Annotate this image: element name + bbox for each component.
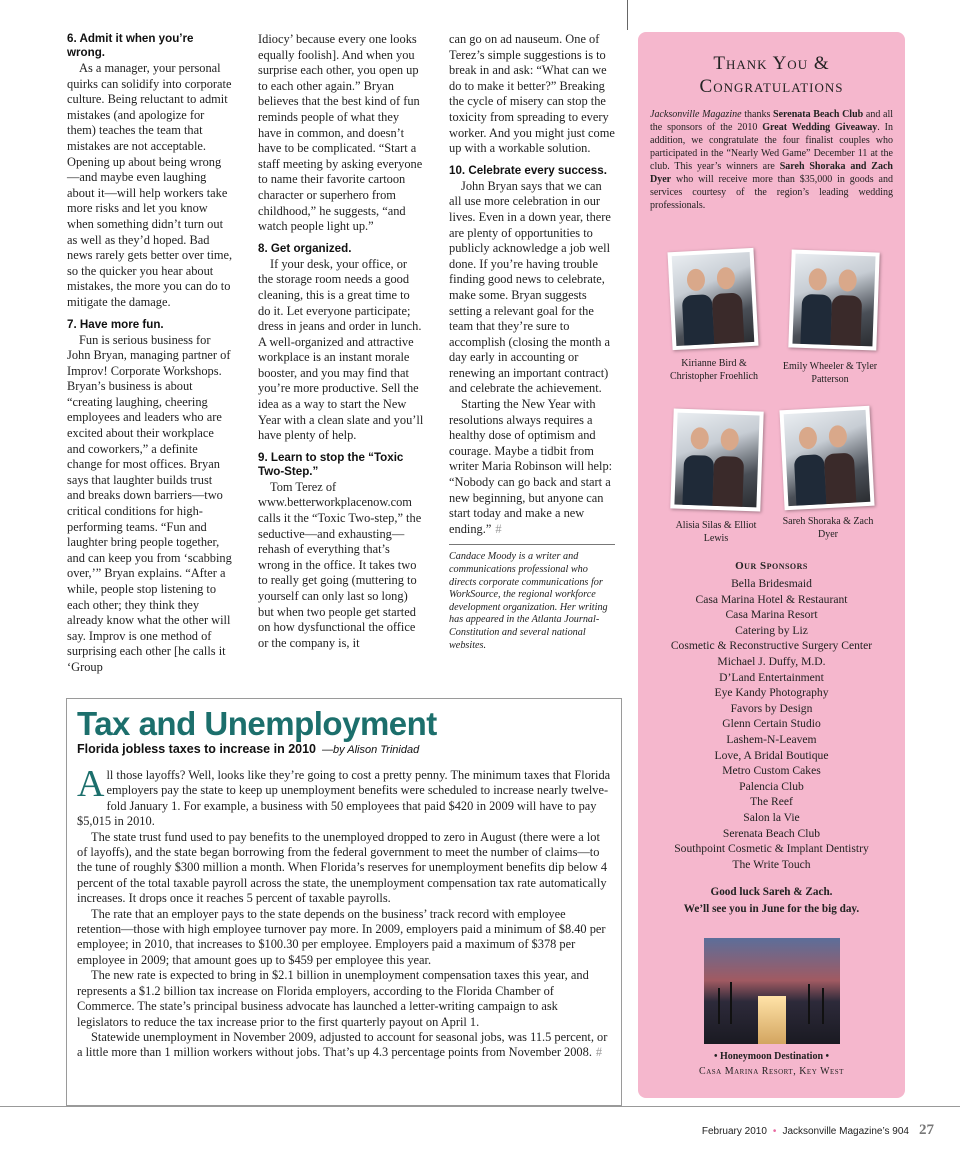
sponsor-item: Catering by Liz — [735, 623, 808, 637]
couple-photo-2 — [788, 249, 879, 350]
tax-article-title: Tax and Unemployment — [77, 705, 437, 742]
sidebar-title — [650, 52, 893, 98]
footer-bullet: • — [772, 1126, 777, 1137]
sponsor-item: Casa Marina Resort — [725, 608, 818, 622]
resort-caption-name: Casa Marina Resort, Key West — [699, 1066, 844, 1077]
sponsor-item: Casa Marina Hotel & Restaurant — [695, 592, 848, 606]
tax-para-5 — [77, 1030, 611, 1061]
sponsor-item: Cosmetic & Reconstructive Surgery Center — [670, 639, 873, 653]
tip-7-continued: Idiocy’ because every one looks equally foolish]. And when you surprise each other, you open up to each other again.” Bryan believes that the best kind of fun reminds people of what they have in common, and doesn’t have to be complicated. “Start a staff meeting by asking everyone to name their favorite cartoon character or superhero from childhood,” he suggests, “and watch people light up.” — [258, 32, 423, 234]
sponsor-item: Love, A Bridal Boutique — [714, 748, 829, 762]
tip-9-text: Tom Terez of www.betterworkplacenow.com calls it the “Toxic Two-step,” the seductive—and exhausting—rehash of everything that’s wrong in the office. It takes two to really get going (muttering to yourself can only last so long) but when two people get started on how dysfunctional the office or the company is, it — [258, 479, 422, 650]
tax-article-subtitle — [77, 742, 611, 758]
footer-rule — [0, 1106, 960, 1107]
sponsors-section — [650, 560, 893, 918]
tip-8-heading: 8. Get organized. — [258, 241, 352, 255]
sponsor-item: Salon la Vie — [743, 810, 800, 824]
article-column-2 — [258, 32, 424, 651]
couple-caption-3: Alisia Silas & Elliot Lewis — [675, 520, 757, 544]
sponsor-item: Bella Bridesmaid — [731, 577, 812, 590]
drop-cap: A — [77, 763, 105, 805]
tax-para-1-text: ll those layoffs? Well, looks like they’re going to cost a pretty penny. The minimum taxes that Florida employers pay the state to keep up unemployment benefits were scheduled to increase nearly twelve-fold January 1. For example, a business with 50 employees that paid $420 in 2009 will have to pay $5,015 in 2010. — [77, 768, 611, 829]
couple-caption-4: Sareh Shoraka & Zach Dyer — [782, 516, 874, 540]
thank-you-sidebar — [638, 32, 905, 1098]
tip-10-text-b — [449, 397, 615, 537]
couple-caption-2: Emily Wheeler & Tyler Patterson — [782, 361, 878, 385]
tip-10-text-a: John Bryan says that we can all use more celebration in our lives. Even in a down year, there are plenty of opportunities to publicly acknowledge a job well done. If you’re having trouble finding good news to celebrate, make some. Bryan suggests setting a relevant goal for the team that they’re sure to accomplish (closing the month a day early in accounting or renewing an important contract) and celebrate the achievement. — [449, 178, 611, 396]
box-top-rule — [66, 698, 622, 699]
subtitle-text: Florida jobless taxes to increase in 2010 — [77, 742, 316, 756]
sponsor-item: Favors by Design — [730, 701, 813, 715]
tax-unemployment-article — [66, 698, 622, 1106]
byline-rule — [449, 544, 615, 652]
page-footer — [702, 1122, 934, 1139]
tip-7-heading: 7. Have more fun. — [67, 317, 164, 331]
page-number: 27 — [919, 1122, 934, 1138]
sponsor-item: Eye Kandy Photography — [714, 686, 829, 700]
intro-text-b: and all the sponsors of the 2010 — [650, 109, 894, 133]
footer-magazine: Jacksonville Magazine’s 904 — [782, 1126, 909, 1137]
sponsor-item: Serenata Beach Club — [722, 826, 821, 840]
article-column-3 — [449, 32, 615, 652]
tax-para-3: The rate that an employer pays to the state depends on the business’ track record with employee retention—those with high employee turnover pay more. In 2009, employers paid a minimum of $8.40 per employee; in 2010, that increases to $100.30 per employee. Employers paid a maximum of $378 per employee in 2009; that amount goes up to $459 per employee this year. — [77, 906, 606, 967]
sponsors-heading: Our Sponsors — [735, 560, 808, 572]
good-luck-line-2: We’ll see you in June for the big day. — [683, 903, 860, 916]
sponsor-item: Southpoint Cosmetic & Implant Dentistry — [674, 842, 869, 856]
photo-image — [672, 252, 755, 346]
sponsor-item: Metro Custom Cakes — [722, 764, 821, 778]
sponsor-item: Michael J. Duffy, M.D. — [717, 654, 826, 668]
column-divider — [627, 0, 628, 30]
tax-para-2: The state trust fund used to pay benefits to the unemployed dropped to zero in August (there were a lot of layoffs), and the state began borrowing from the federal government to meet the number of claims—to the tune of roughly $300 million a month. When Florida’s reserves for unemployment benefits dip below 4 percent of the total taxable payroll across the state, the unemployment compensation tax rate automatically increases. It drops once it reaches 5 percent of taxable payrolls. — [77, 829, 608, 906]
tip-9-heading: 9. Learn to stop the “Toxic Two-Step.” — [258, 450, 404, 478]
intro-text-c: . In addition, we congratulate the four finalist couples who participated in the “Nearly Wed Game” December 11 at the club. This year’s winners are — [650, 122, 893, 172]
sponsor-item: Palencia Club — [739, 779, 804, 793]
tip-10-text-b-body: Starting the New Year with resolutions always requires a healthy dose of optimism and courage. Maybe a tidbit from writer Maria Robinson will help: “Nobody can go back and start a new beginning, but anyone can start today and make a new ending.” — [449, 397, 613, 536]
sponsor-list — [650, 576, 893, 872]
good-luck-message — [650, 884, 893, 918]
article-column-1 — [67, 32, 233, 676]
sponsor-item: Lashem-N-Leavem — [726, 732, 817, 746]
sponsor-item: The Reef — [750, 795, 793, 809]
sidebar-title-line-2: Congratulations — [699, 76, 844, 97]
sponsor-item: D’Land Entertainment — [719, 670, 824, 684]
sidebar-intro — [650, 108, 893, 212]
couple-caption-1: Kirianne Bird & Christopher Froehlich — [669, 358, 759, 382]
tax-para-5-text: Statewide unemployment in November 2009, adjusted to account for seasonal jobs, was 11.5 percent, or a little more than 1 million workers without jobs. That’s up 4.3 percentage points from November 2008. — [77, 1029, 608, 1060]
tip-9-continued: can go on ad nauseum. One of Terez’s simple suggestions is to break in and ask: “What can we do to make it better?” Breaking the cycle of misery can stop the toxicity from spreading to every worker. And you might just come up with a workable solution. — [449, 32, 615, 156]
end-mark: # — [495, 521, 502, 536]
intro-text-a: thanks — [741, 109, 774, 120]
resort-caption-label: • Honeymoon Destination • — [713, 1051, 830, 1062]
tip-7-text: Fun is serious business for John Bryan, managing partner of Improv! Corporate Workshops. Bryan’s business is about “creating laughing, cheering employees and leaders who are excited about their workplace and coworkers,” a definite change for most offices. Bryan says that laughter builds trust and breaks down barriers—two critical conditions for high-performing teams. “Fun and laughter bring people together, and can keep you from ‘scabbing over,’” Bryan explains. “After a while, people stop listening to each other; they think they already know what the other will say. Improv is one method of surprising each other [he calls it ‘Group — [67, 332, 232, 674]
couple-photo-4 — [779, 406, 874, 511]
photo-image — [674, 413, 759, 508]
intro-text-d: who will receive more than $35,000 in goods and services courtesy of the region’s leading wedding professionals. — [650, 174, 893, 211]
tax-byline: —by Alison Trinidad — [322, 744, 420, 756]
couple-photo-1 — [667, 248, 758, 350]
couple-photo-3 — [670, 408, 763, 511]
good-luck-line-1: Good luck Sareh & Zach. — [710, 886, 833, 899]
resort-photo — [704, 938, 840, 1044]
tax-article-body — [77, 763, 611, 1061]
photo-image — [792, 254, 875, 347]
tax-para-1 — [77, 763, 611, 830]
intro-event: Great Wedding Giveaway — [762, 122, 878, 133]
tax-para-4: The new rate is expected to bring in $2.1 billion in unemployment compensation taxes this year, and represents a $1.2 billion tax increase on Florida employers, according to the Florida Chamber of Commerce. The state’s principal business advocate has launched a letter-writing campaign to ask legislators to reduce the tax increase prior to the first quarterly payout on April 1. — [77, 968, 589, 1029]
tax-end-mark: # — [595, 1045, 603, 1060]
sidebar-title-line-1: Thank You & — [713, 53, 830, 74]
author-bio: Candace Moody is a writer and communications professional who directs corporate communications for WorkSource, the regional workforce development organization. Her writing has appeared in the Atlanta Journal-Constitution and several national websites. — [449, 551, 608, 651]
footer-date: February 2010 — [701, 1126, 767, 1137]
photo-image — [784, 410, 871, 506]
intro-club: Serenata Beach Club — [773, 109, 864, 120]
tip-6-heading: 6. Admit it when you’re wrong. — [67, 32, 194, 59]
tip-10-heading: 10. Celebrate every success. — [449, 163, 607, 177]
intro-winners: Sareh Shoraka and Zach Dyer — [650, 161, 893, 185]
tip-6-text: As a manager, your personal quirks can solidify into corporate culture. Being reluctant to admit mistakes (and apologize for them) teaches the team that mistakes are not acceptable. Opening up about being wrong—and maybe even laughing about it—will help workers take more risks and let you know when something didn’t turn out as well as they’d hoped. Bad news rarely gets better over time, so the quicker you hear about mistakes, the more you can do to mitigate the damage. — [67, 61, 233, 309]
tip-8-text: If your desk, your office, or the storage room needs a good cleaning, this is a great time to do it. Let everyone participate; dress in jeans and order in lunch. A well-organized and attractive workplace is an instant morale booster, and you may find that you’re more productive. Sell the idea as a way to start the New Year with a clean slate and you’ll have plenty of help. — [258, 256, 424, 443]
sponsor-item: Glenn Certain Studio — [722, 717, 821, 731]
sponsor-item: The Write Touch — [732, 857, 811, 871]
intro-publication: Jacksonville Magazine — [650, 109, 742, 120]
